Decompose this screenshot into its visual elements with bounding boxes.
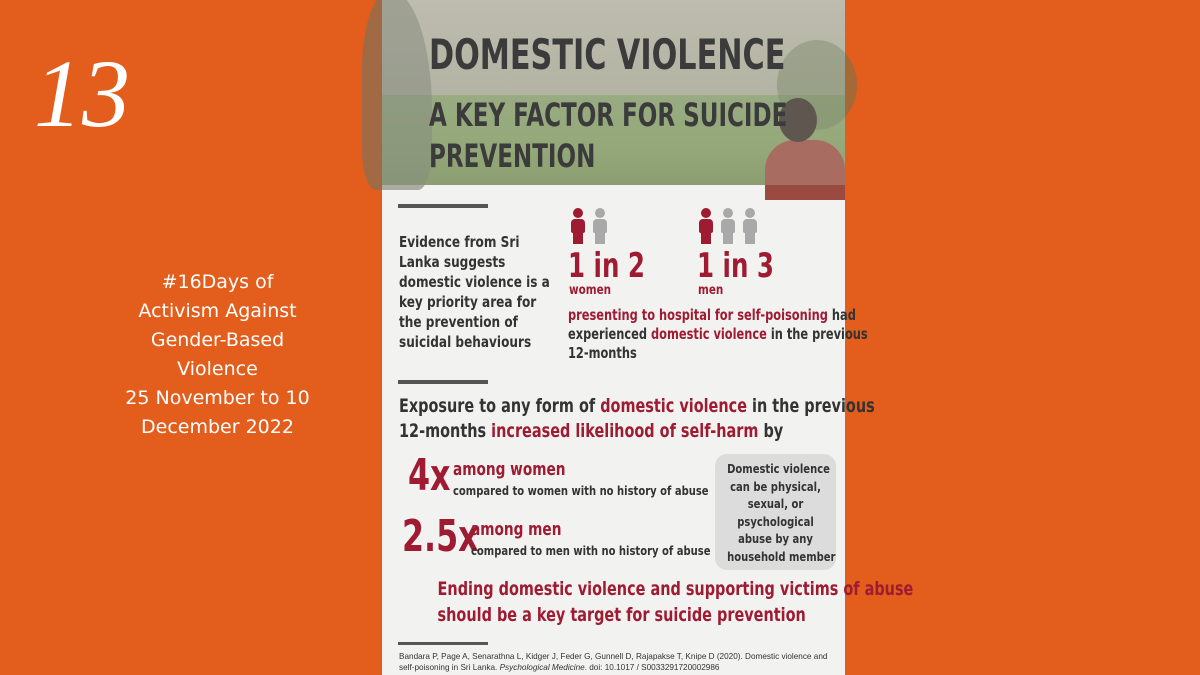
hospital-highlight: domestic violence xyxy=(650,325,767,343)
definition-box xyxy=(715,454,836,570)
evidence-line: key priority area for xyxy=(399,293,537,311)
divider xyxy=(398,204,488,208)
women-among: among women xyxy=(453,459,566,480)
women-icons xyxy=(568,208,610,244)
campaign-text xyxy=(100,268,335,442)
poster-subtitle: A KEY FACTOR FOR SUICIDE xyxy=(429,96,788,134)
exposure-highlight: domestic violence xyxy=(600,395,747,417)
citation-authors: Bandara P, Page A, Senarathna L, Kidger J, Feder G, Gunnell D, Rajapakse T, Knipe D (2020). Domestic violence and self-poisoning in Sri Lanka. xyxy=(399,652,828,672)
poster-subtitle: PREVENTION xyxy=(429,137,596,175)
campaign-line: Gender-Based xyxy=(150,329,285,351)
call-to-action xyxy=(382,604,845,626)
campaign-line: Activism Against xyxy=(138,300,297,322)
definition-text xyxy=(715,460,836,565)
call-to-action-line: should be a key target for suicide prevention xyxy=(437,604,806,626)
definition-line: household member xyxy=(727,548,836,564)
definition-line: sexual, or xyxy=(747,496,804,511)
hospital-text-pre: experienced xyxy=(568,325,651,343)
man-grey-icon xyxy=(718,208,738,244)
call-to-action xyxy=(382,578,914,600)
exposure-text xyxy=(399,394,875,444)
women-stat: 1 in 2 xyxy=(568,246,645,286)
citation-doi: . doi: 10.1017 / S0033291720002986 xyxy=(584,662,720,672)
call-to-action-line: Ending domestic violence and supporting victims of abuse xyxy=(437,578,914,600)
hospital-highlight: presenting to hospital for self-poisoning xyxy=(568,306,828,324)
men-among: among men xyxy=(471,519,562,540)
woman-red-icon xyxy=(568,208,588,244)
woman-grey-icon xyxy=(590,208,610,244)
women-multiplier: 4x xyxy=(408,450,451,501)
women-label: women xyxy=(569,283,612,298)
hospital-text-line: 12-months xyxy=(568,344,637,362)
evidence-line: domestic violence is a xyxy=(399,273,550,291)
evidence-text xyxy=(399,232,550,352)
evidence-line: the prevention of xyxy=(399,313,518,331)
exposure-highlight: increased likelihood of self-harm xyxy=(491,420,759,442)
men-compared: compared to men with no history of abuse xyxy=(471,543,711,558)
women-compared: compared to women with no history of abuse xyxy=(453,483,709,498)
man-red-icon xyxy=(696,208,716,244)
citation xyxy=(399,652,839,673)
men-label: men xyxy=(698,283,724,298)
campaign-line: December 2022 xyxy=(141,416,294,438)
definition-line: can be physical, xyxy=(730,478,821,494)
citation-journal: Psychological Medicine xyxy=(499,662,585,672)
hospital-text xyxy=(568,306,868,363)
hospital-text-tail: had xyxy=(827,306,856,324)
campaign-line: 25 November to 10 xyxy=(125,387,310,409)
men-icons xyxy=(696,208,760,244)
infographic-poster xyxy=(382,0,914,675)
evidence-line: Evidence from Sri xyxy=(399,233,520,251)
men-stat: 1 in 3 xyxy=(697,246,774,286)
poster-title: DOMESTIC VIOLENCE xyxy=(429,30,786,79)
campaign-line: Violence xyxy=(177,358,258,380)
day-number: 13 xyxy=(34,40,130,147)
definition-line: abuse by any xyxy=(738,531,813,546)
evidence-line: suicidal behaviours xyxy=(399,333,532,351)
campaign-line: #16Days of xyxy=(161,271,274,293)
definition-line: psychological xyxy=(737,513,814,529)
divider xyxy=(398,380,488,384)
men-multiplier: 2.5x xyxy=(402,511,479,562)
divider xyxy=(398,642,488,645)
exposure-pre: 12-months xyxy=(399,420,492,442)
exposure-pre: Exposure to any form of xyxy=(399,395,601,417)
definition-line: Domestic violence xyxy=(727,461,830,476)
evidence-line: Lanka suggests xyxy=(399,253,506,271)
exposure-post: by xyxy=(758,420,784,442)
man-grey-icon xyxy=(740,208,760,244)
hospital-text-post: in the previous xyxy=(766,325,868,343)
exposure-post: in the previous xyxy=(746,395,875,417)
